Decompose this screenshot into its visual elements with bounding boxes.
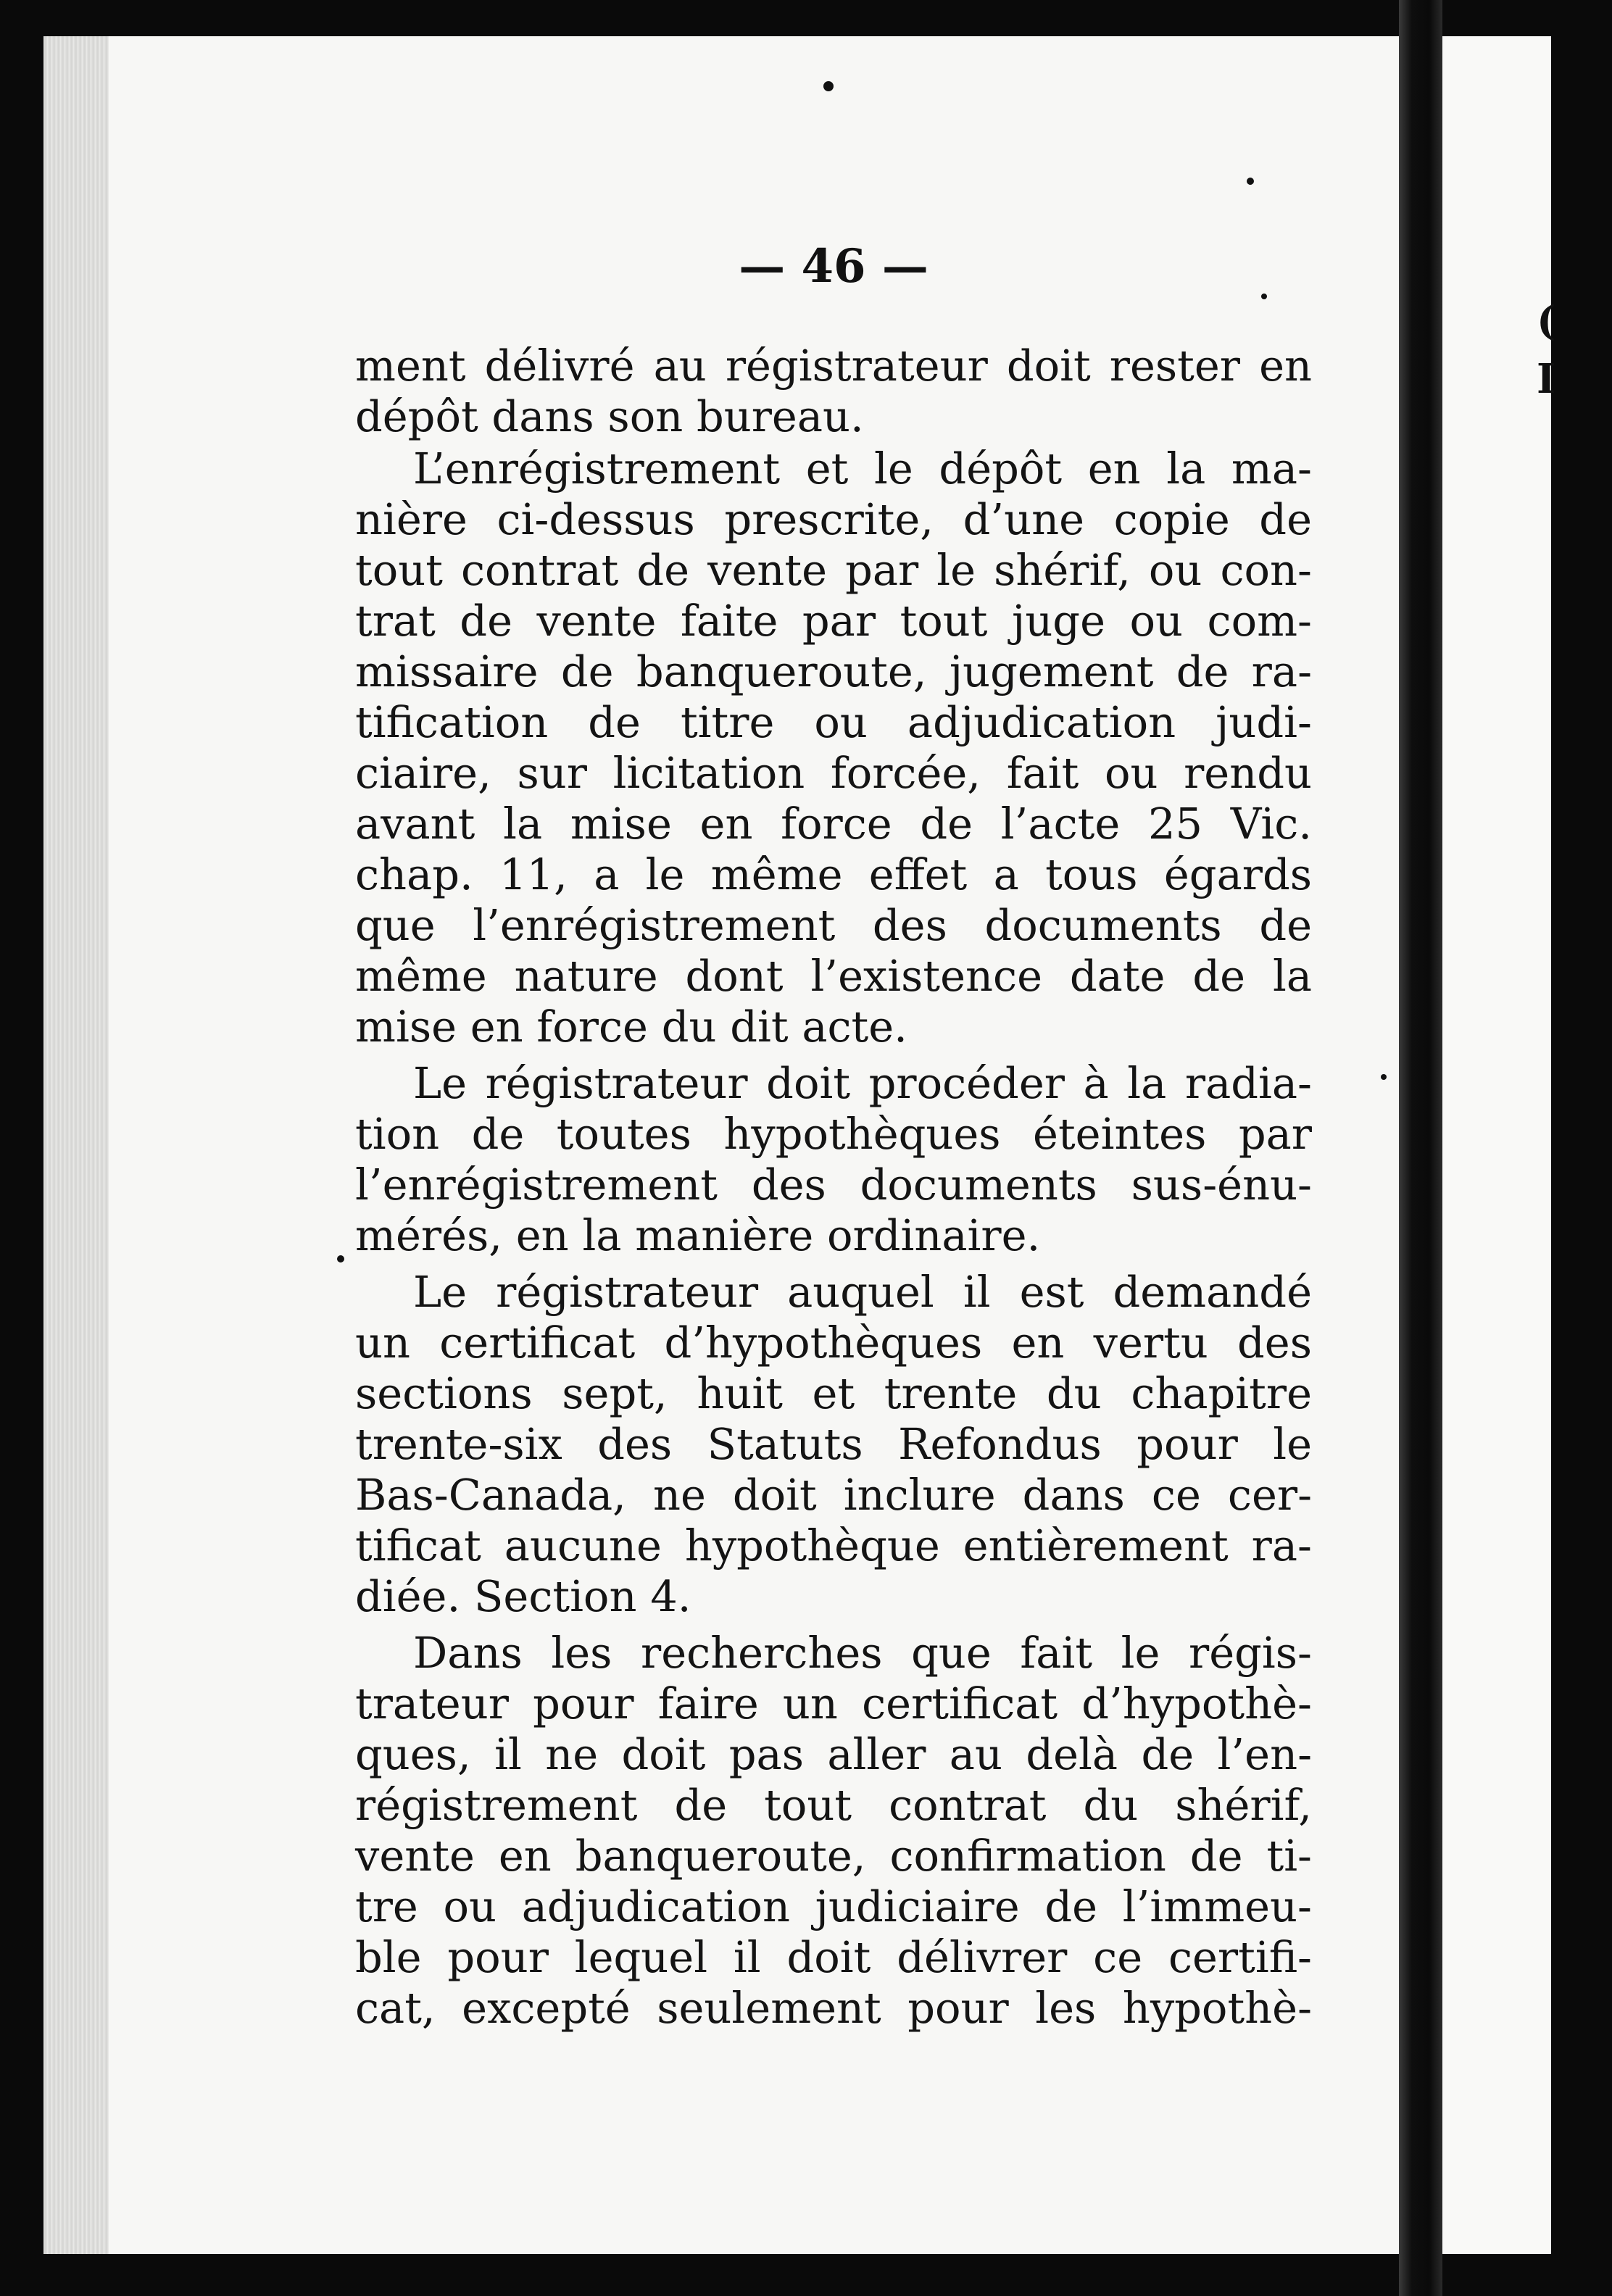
text-line: ment délivré au régistrateur doit rester en bbox=[355, 341, 1312, 391]
text-line: Le régistrateur doit procéder à la radia- bbox=[413, 1058, 1312, 1108]
print-speck bbox=[823, 81, 834, 91]
text-line: l’enrégistrement des documents sus-énu- bbox=[355, 1160, 1312, 1210]
scan-border-right bbox=[1551, 0, 1612, 2296]
text-line: cat, excepté seulement pour les hypothè- bbox=[355, 1983, 1312, 2033]
text-line: ble pour lequel il doit délivrer ce certifi- bbox=[355, 1932, 1312, 1982]
text-line: trateur pour faire un certificat d’hypothè- bbox=[355, 1679, 1312, 1729]
text-line: trat de vente faite par tout juge ou com- bbox=[355, 596, 1312, 646]
page-stack-edge bbox=[43, 36, 109, 2254]
scan-border-top bbox=[0, 0, 1612, 36]
book-gutter bbox=[1399, 0, 1442, 2296]
text-line: diée. Section 4. bbox=[355, 1571, 691, 1621]
text-line: régistrement de tout contrat du shérif, bbox=[355, 1780, 1312, 1830]
text-line: Bas-Canada, ne doit inclure dans ce cer- bbox=[355, 1470, 1312, 1520]
book-page bbox=[43, 36, 1399, 2254]
print-speck bbox=[1381, 1074, 1387, 1080]
print-speck bbox=[1247, 178, 1254, 185]
scan-border-bottom bbox=[0, 2254, 1612, 2296]
next-page-edge bbox=[1442, 36, 1556, 2254]
page-number: — 46 — bbox=[739, 239, 928, 294]
text-line: sections sept, huit et trente du chapitre bbox=[355, 1368, 1312, 1418]
text-line: un certificat d’hypothèques en vertu des bbox=[355, 1318, 1312, 1368]
print-speck bbox=[1261, 294, 1267, 299]
text-line: trente-six des Statuts Refondus pour le bbox=[355, 1419, 1312, 1469]
text-line: avant la mise en force de l’acte 25 Vic. bbox=[355, 799, 1312, 849]
text-line: vente en banqueroute, confirmation de ti- bbox=[355, 1831, 1312, 1881]
print-speck bbox=[337, 1255, 344, 1263]
text-line: missaire de banqueroute, jugement de ra- bbox=[355, 646, 1312, 696]
text-line: même nature dont l’existence date de la bbox=[355, 951, 1312, 1001]
next-page-mark: ( bbox=[1537, 297, 1556, 345]
text-line: Le régistrateur auquel il est demandé bbox=[413, 1267, 1312, 1317]
text-line: tion de toutes hypothèques éteintes par bbox=[355, 1109, 1312, 1159]
text-line: ques, il ne doit pas aller au delà de l’en- bbox=[355, 1729, 1312, 1779]
text-line: tification de titre ou adjudication judi- bbox=[355, 697, 1312, 747]
text-line: que l’enrégistrement des documents de bbox=[355, 900, 1312, 950]
text-line: ciaire, sur licitation forcée, fait ou rendu bbox=[355, 748, 1312, 798]
text-line: mise en force du dit acte. bbox=[355, 1002, 907, 1052]
text-line: mérés, en la manière ordinaire. bbox=[355, 1210, 1041, 1260]
text-line: nière ci-dessus prescrite, d’une copie de bbox=[355, 494, 1312, 544]
text-line: L’enrégistrement et le dépôt en la ma- bbox=[413, 444, 1312, 494]
text-line: tre ou adjudication judiciaire de l’immeu- bbox=[355, 1881, 1312, 1931]
text-line: tificat aucune hypothèque entièrement ra- bbox=[355, 1521, 1312, 1571]
text-line: Dans les recherches que fait le régis- bbox=[413, 1628, 1312, 1678]
text-line: chap. 11, a le même effet a tous égards bbox=[355, 849, 1312, 899]
next-page-mark: I bbox=[1537, 355, 1556, 403]
text-line: tout contrat de vente par le shérif, ou con- bbox=[355, 545, 1312, 595]
text-line: dépôt dans son bureau. bbox=[355, 391, 864, 441]
scan-border-left bbox=[0, 0, 43, 2296]
